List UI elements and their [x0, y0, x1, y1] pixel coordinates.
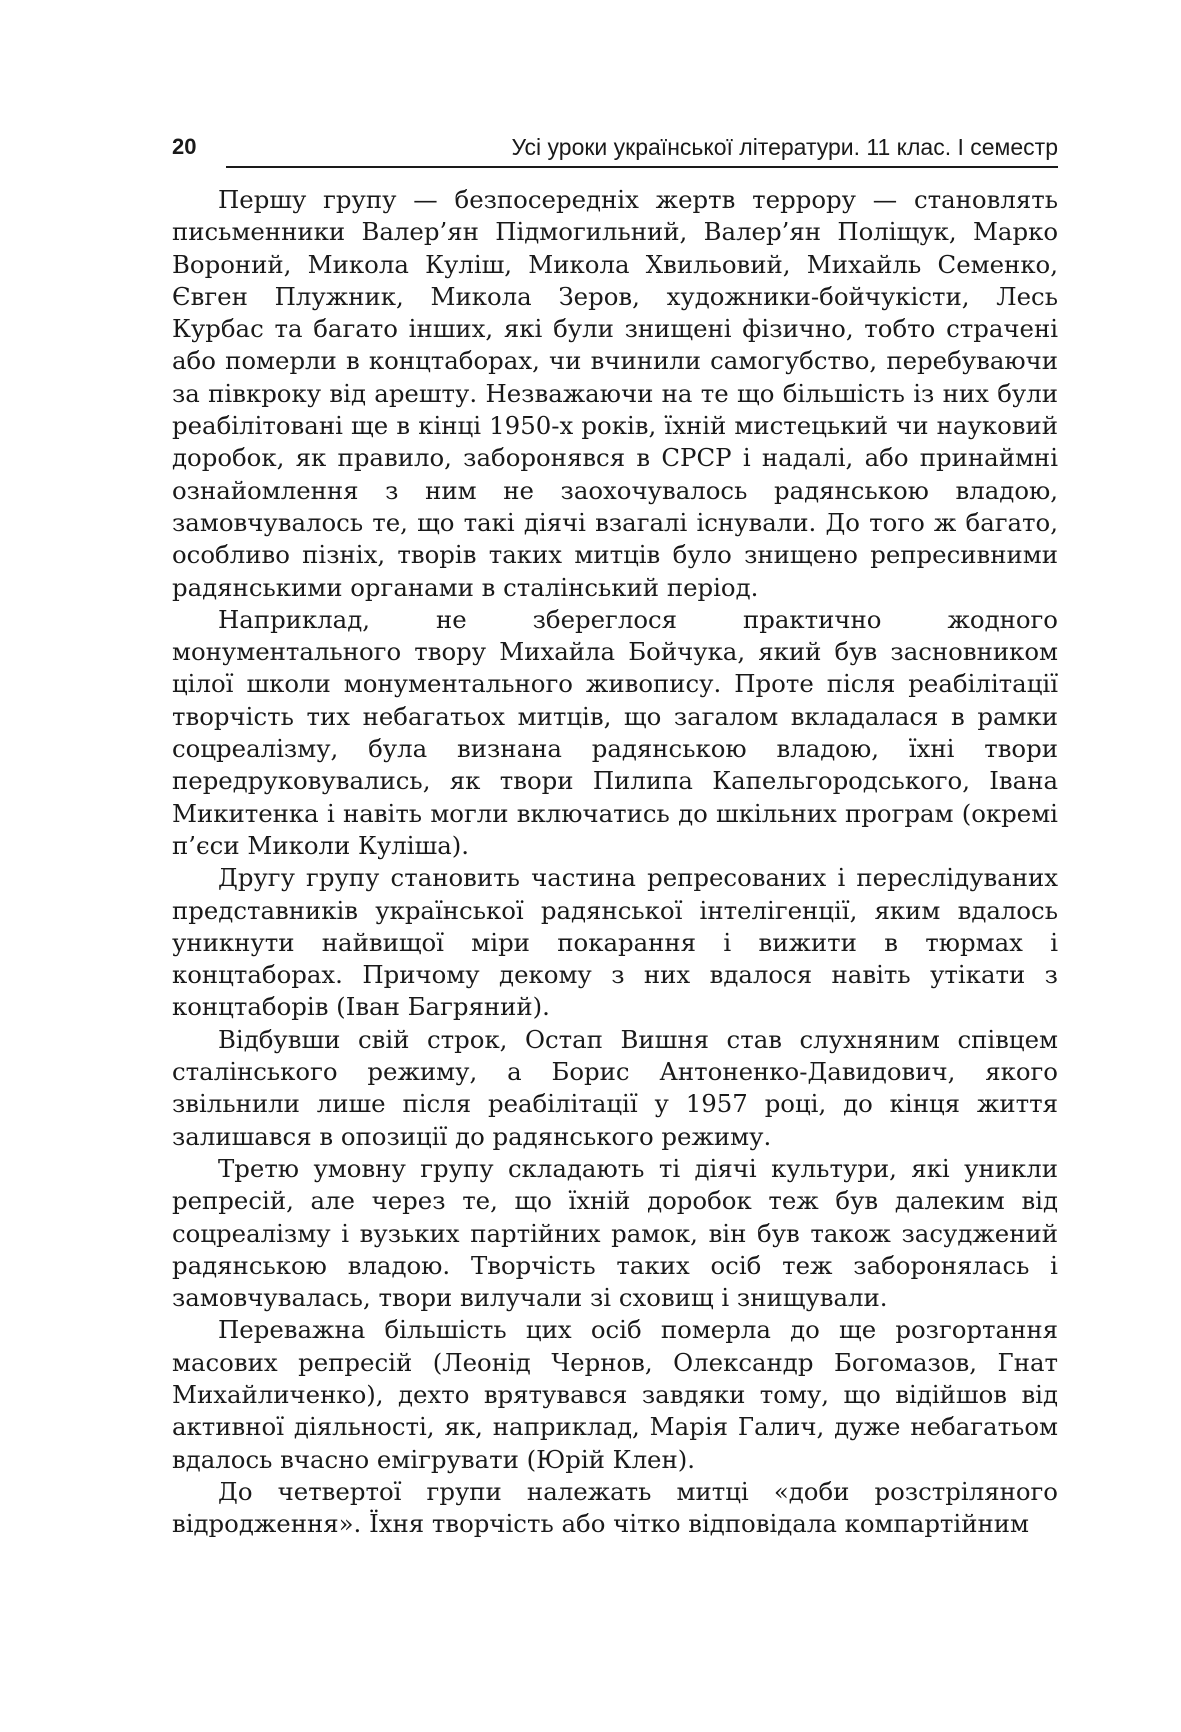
- page-number: 20: [172, 134, 197, 159]
- header-rule: [226, 166, 1058, 168]
- paragraph-6: Переважна більшість цих осіб померла до ще розгортання масових репресій (Леонід Чернов, Олександр Богомазов, Гнат Михайличенко), дехто врятувався завдяки тому, що відійшов від активної діяльності, як, наприклад, Марія Галич, дуже небагатьом вдалось вчасно емігрувати (Юрій Клен).: [172, 1315, 1058, 1474]
- paragraph-1: Першу групу — безпосередніх жертв террору — становлять письменники Валер’ян Підмогильний, Валер’ян Поліщук, Марко Вороний, Микола Куліш, Микола Хвильовий, Михайль Семенко, Євген Плужник, Микола Зеров, художники-бойчукісти, Лесь Курбас та багато інших, які були знищені фізично, тобто страчені або померли в концтаборах, чи вчинили самогубство, перебуваючи за півкроку від арешту. Незважаючи на те що більшість із них були реабілітовані ще в кінці 1950-х років, їхній мистецький чи науковий доробок, як правило, заборонявся в СРСР і надалі, або принаймні ознайомлення з ним не заохочувалось радянською владою, замовчувалось те, що такі діячі взагалі існували. До того ж багато, особливо пізніх, творів таких митців було знищено репресивними радянськими органами в сталінський період.: [172, 185, 1058, 602]
- body-text: [172, 184, 1058, 1540]
- paragraph-5: Третю умовну групу складають ті діячі культури, які уникли репресій, але через те, що їхній доробок теж був далеким від соцреалізму і вузьких партійних рамок, він був також засуджений радянською владою. Творчість таких осіб теж заборонялась і замовчувалась, твори вилучали зі сховищ і знищували.: [172, 1153, 1058, 1313]
- paragraph-3: Другу групу становить частина репресованих і переслідуваних представників української радянської інтелігенції, яким вдалось уникнути найвищої міри покарання і вижити в тюрмах і концтаборах. Причому декому з них вдалося навіть утікати з концтаборів (Іван Багряний).: [172, 863, 1058, 1022]
- paragraph-2: Наприклад, не збереглося практично жодного монументального твору Михайла Бойчука, який був засновником цілої школи монументального живопису. Проте після реабілітації творчість тих небагатьох митців, що загалом вкладалася в рамки соцреалізму, була визнана радянською владою, їхні твори передруковувались, як твори Пилипа Капельгородського, Івана Микитенка і навіть могли включатись до шкільних програм (окремі п’єси Миколи Куліша).: [172, 604, 1058, 860]
- paragraph-4: Відбувши свій строк, Остап Вишня став слухняним співцем сталінського режиму, а Борис Антоненко-Давидович, якого звільнили лише після реабілітації у 1957 році, до кінця життя залишався в опозиції до радянського режиму.: [172, 1024, 1058, 1151]
- page-header: [172, 130, 1058, 170]
- running-title: Усі уроки української літератури. 11 клас. І семестр: [511, 134, 1058, 160]
- paragraph-7: До четвертої групи належать митці «доби розстріляного відродження». Їхня творчість або чітко відповідала компартійним: [172, 1476, 1058, 1539]
